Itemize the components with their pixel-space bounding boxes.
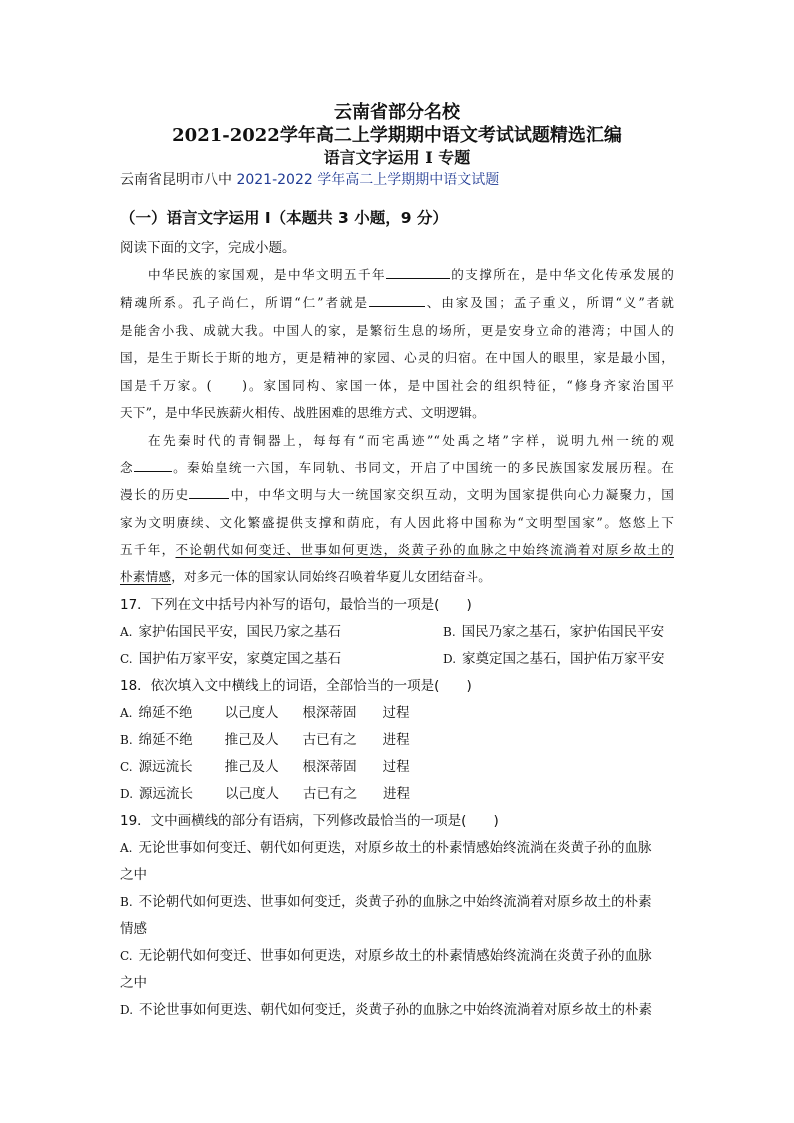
passage-line: 天下”，是中华民族薪火相传、战胜困难的思维方式、文明逻辑。	[120, 405, 485, 420]
question-17-stem: 17．下列在文中括号内补写的语句，最恰当的一项是( )	[120, 597, 472, 613]
fill-blank	[189, 486, 229, 499]
passage-line: 中华民族的家国观，是中华文明五千年 的支撑所在，是中华文化传承发展的	[148, 267, 674, 282]
q19-option-d[interactable]: D. 不论世事如何更迭、朝代如何变迁，炎黄子孙的血脉之中始终流淌着对原乡故土的朴素	[120, 1002, 653, 1018]
q19-option-c-cont: 之中	[120, 975, 147, 991]
fill-blank	[369, 294, 425, 307]
fill-blank	[386, 266, 450, 279]
q18-option-b[interactable]: B. 绵延不绝 推己及人 古已有之 进程	[120, 732, 410, 748]
q19-option-a[interactable]: A. 无论世事如何变迁、朝代如何更迭，对原乡故土的朴素情感始终流淌在炎黄子孙的血脉	[120, 840, 652, 856]
q18-option-c[interactable]: C. 源远流长 推己及人 根深蒂固 过程	[120, 759, 410, 775]
q17-option-b[interactable]: B. 国民乃家之基石，家护佑国民平安	[443, 624, 665, 640]
question-19-stem: 19．文中画横线的部分有语病，下列修改最恰当的一项是( )	[120, 813, 499, 829]
doc-subtitle: 2021-2022学年高二上学期期中语文考试试题精选汇编	[172, 125, 622, 146]
q19-option-a-cont: 之中	[120, 867, 147, 883]
q17-option-c[interactable]: C. 国护佑万家平安，家奠定国之基石	[120, 651, 342, 667]
passage-line: 五千年，不论朝代如何变迁、世事如何更迭，炎黄子孙的血脉之中始终流淌着对原乡故土的	[120, 542, 674, 557]
passage-line: 精魂所系。孔子尚仁，所谓“仁”者就是 、由家及国；孟子重义，所谓“义”者就	[120, 295, 674, 310]
passage-line: 念 。秦始皇统一六国，车同轨、书同文，开启了中国统一的多民族国家发展历程。在	[120, 460, 674, 475]
passage-line: 是能舍小我、成就大我。中国人的家，是繁衍生息的场所，更是安身立命的港湾；中国人的	[120, 323, 674, 338]
passage-line: 朴素情感，对多元一体的国家认同始终召唤着华夏儿女团结奋斗。	[120, 569, 492, 584]
q19-option-b-cont: 情感	[120, 921, 147, 937]
q18-option-a[interactable]: A. 绵延不绝 以己度人 根深蒂固 过程	[120, 705, 410, 721]
passage-line: 国，是生于斯长于斯的地方，更是精神的家园、心灵的归宿。在中国人的眼里，家是最小国，	[120, 350, 674, 365]
underlined-sentence: 朴素情感	[120, 569, 172, 584]
q19-option-b[interactable]: B. 不论朝代如何更迭、世事如何变迁，炎黄子孙的血脉之中始终流淌着对原乡故土的朴素	[120, 894, 652, 910]
passage-line: 国是千万家。( )。家国同构、家国一体，是中国社会的组织特征，“修身齐家治国平	[120, 378, 674, 393]
underlined-sentence: 不论朝代如何变迁、世事如何更迭，炎黄子孙的血脉之中始终流淌着对原乡故土的	[175, 542, 674, 557]
source-school: 云南省昆明市八中	[120, 172, 237, 188]
q17-option-d[interactable]: D. 家奠定国之基石，国护佑万家平安	[443, 651, 665, 667]
source-exam-name: 2021-2022 学年高二上学期期中语文试题	[236, 172, 500, 188]
exam-source	[120, 169, 499, 189]
passage-line: 家为文明赓续、文化繁盛提供支撑和荫庇，有人因此将中国称为“文明型国家”。悠悠上下	[120, 515, 674, 530]
question-18-stem: 18．依次填入文中横线上的词语，全部恰当的一项是( )	[120, 678, 472, 694]
q18-option-d[interactable]: D. 源远流长 以己度人 古已有之 进程	[120, 786, 411, 802]
section-heading: （一）语言文字运用 I（本题共 3 小题，9 分）	[120, 209, 448, 227]
q19-option-c[interactable]: C. 无论朝代如何变迁、世事如何更迭，对原乡故土的朴素情感始终流淌在炎黄子孙的血脉	[120, 948, 652, 964]
passage-line: 在先秦时代的青铜器上，每每有“而宅禹迹”“处禹之堵”字样，说明九州一统的观	[148, 433, 674, 448]
doc-topic: 语言文字运用 I 专题	[323, 148, 471, 167]
instruction: 阅读下面的文字，完成小题。	[120, 240, 296, 256]
doc-title: 云南省部分名校	[334, 102, 460, 123]
passage-line: 漫长的历史 中，中华文明与大一统国家交织互动，文明为国家提供向心力凝聚力，国	[120, 487, 674, 502]
q17-option-a[interactable]: A. 家护佑国民平安，国民乃家之基石	[120, 624, 341, 640]
fill-blank	[134, 459, 172, 472]
